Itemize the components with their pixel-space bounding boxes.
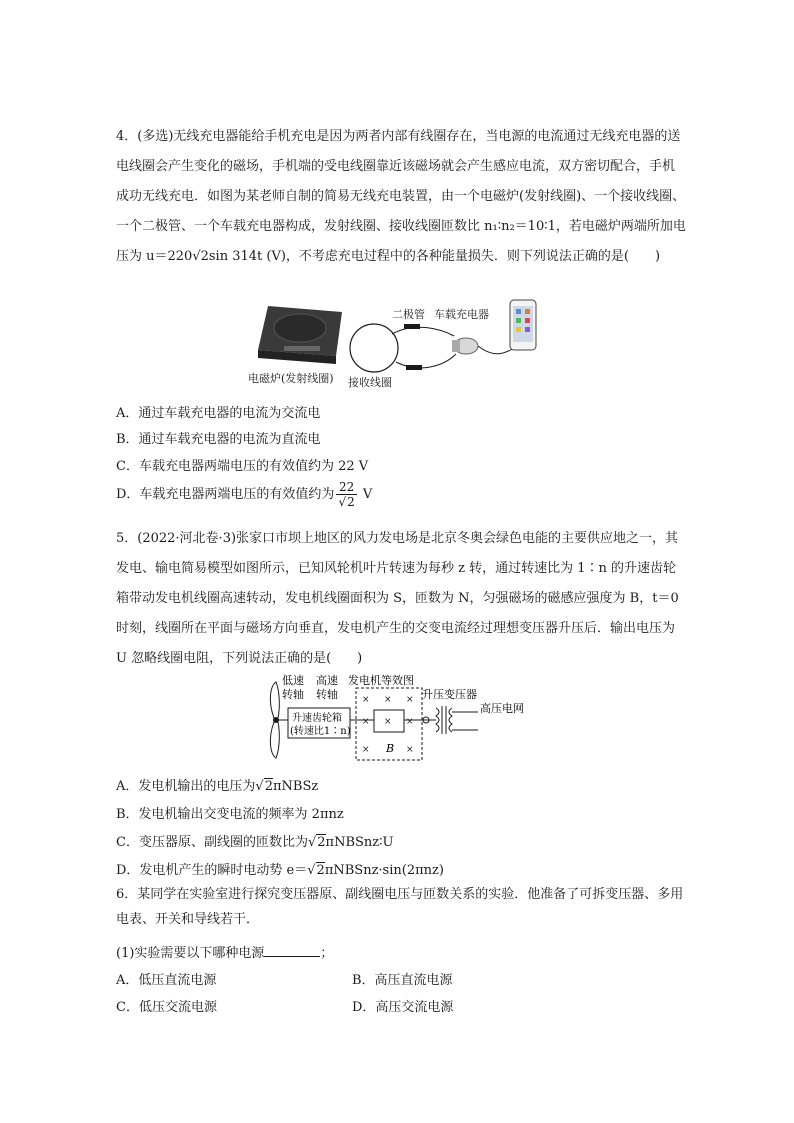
induction-cooker-icon bbox=[258, 306, 342, 364]
label-generator: 发电机等效图 bbox=[348, 674, 414, 687]
svg-text:×: × bbox=[362, 695, 370, 705]
q4-figure bbox=[244, 298, 544, 390]
svg-text:×: × bbox=[406, 745, 414, 755]
q5-option-c[interactable]: C．变压器原、副线圈的匝数比为√2πNBSnz∶U bbox=[116, 835, 394, 850]
label-low-speed-2: 转轴 bbox=[282, 688, 304, 701]
q5-option-a[interactable]: A．发电机输出的电压为√2πNBSz bbox=[116, 779, 319, 794]
q6-sub1: (1)实验需要以下哪种电源 ； bbox=[116, 946, 334, 961]
q5-option-b[interactable]: B．发电机输出交变电流的频率为 2πnz bbox=[116, 807, 344, 822]
label-high-speed-2: 转轴 bbox=[316, 688, 338, 701]
label-low-speed-1: 低速 bbox=[282, 674, 304, 687]
q4-option-d-unit: V bbox=[362, 487, 373, 502]
q6-option-b[interactable]: B．高压直流电源 bbox=[352, 973, 453, 988]
label-gearbox-1: 升速齿轮箱 bbox=[292, 713, 342, 724]
label-gearbox-2: (转速比1∶n) bbox=[290, 726, 351, 737]
q4-stem: 4．(多选)无线充电器能给手机充电是因为两者内部有线圈存在，当电源的电流通过无线充电器的送电线圈会产生变化的磁场，手机端的受电线圈靠近该磁场就会产生感应电流，双方密切配合，手机成功无线充电．如图为某老师自制的简易无线充电装置，由一个电磁炉(发射线圈)、一个接收线圈、一个二极管、一个车载充电器构成，发射线圈、接收线圈匝数比 n₁∶n₂＝10∶1，若电磁炉两端所加电压为 u＝220√2sin 314t (V)，不考虑充电过程中的各种能量损失．则下列说法正确的是( ) bbox=[116, 129, 686, 264]
label-charger: 车载充电器 bbox=[434, 308, 489, 321]
label-transformer: 升压变压器 bbox=[422, 688, 477, 701]
q6-option-a[interactable]: A．低压直流电源 bbox=[116, 973, 217, 988]
label-cooker: 电磁炉(发射线圈) bbox=[248, 372, 334, 385]
label-coil: 接收线圈 bbox=[348, 376, 392, 389]
label-high-speed-1: 高速 bbox=[316, 674, 338, 687]
q4-option-b[interactable]: B．通过车载充电器的电流为直流电 bbox=[116, 432, 321, 447]
svg-text:×: × bbox=[384, 695, 392, 705]
q4-option-d-fraction: $\frac{22}{√2}$ bbox=[338, 480, 355, 509]
q4-option-c[interactable]: C．车载充电器两端电压的有效值约为 22 V bbox=[116, 459, 369, 474]
receiving-coil-icon bbox=[350, 324, 398, 372]
label-grid: 高压电网 bbox=[480, 702, 524, 715]
q5-stem: 5．(2022·河北卷·3)张家口市坝上地区的风力发电场是北京冬奥会绿色电能的主要供应地之一，其发电、输电简易模型如图所示，已知风轮机叶片转速为每秒 z 转，通过转速比为 1∶n 的升速齿轮箱带动发电机线圈高速转动，发电机线圈面积为 S，匝数为 N，匀强磁场的磁感应强度为 B，t＝0 时刻，线圈所在平面与磁场方向垂直，发电机产生的交变电流经过理想变压器升压后．输出电压为 U 忽略线圈电阻，下列说法正确的是( ) bbox=[116, 531, 679, 666]
svg-text:×: × bbox=[406, 695, 414, 705]
label-field-b: B bbox=[386, 742, 395, 755]
label-diode: 二极管 bbox=[392, 308, 425, 321]
svg-text:×: × bbox=[384, 717, 392, 727]
q5-figure bbox=[266, 672, 556, 764]
answer-blank[interactable] bbox=[264, 944, 320, 957]
q5-option-d[interactable]: D．发电机产生的瞬时电动势 e＝√2πNBSnz·sin(2πnz) bbox=[116, 863, 444, 878]
car-charger-icon bbox=[452, 338, 478, 354]
q6-option-d[interactable]: D．高压交流电源 bbox=[352, 1000, 454, 1015]
q6-stem: 6．某同学在实验室进行探究变压器原、副线圈电压与匝数关系的实验．他准备了可拆变压器、多用电表、开关和导线若干． bbox=[116, 887, 684, 927]
diode-icon bbox=[404, 324, 420, 329]
svg-text:×: × bbox=[406, 717, 414, 727]
q4-option-d[interactable] bbox=[116, 480, 372, 509]
wind-turbine-icon bbox=[270, 682, 279, 758]
svg-text:×: × bbox=[362, 717, 370, 727]
q4-option-a[interactable]: A．通过车载充电器的电流为交流电 bbox=[116, 406, 321, 421]
svg-text:×: × bbox=[362, 745, 370, 755]
q6-option-c[interactable]: C．低压交流电源 bbox=[116, 1000, 217, 1015]
q4-option-d-text: D．车载充电器两端电压的有效值约为 bbox=[116, 487, 335, 502]
phone-icon bbox=[510, 300, 536, 350]
transformer-icon bbox=[436, 706, 452, 734]
